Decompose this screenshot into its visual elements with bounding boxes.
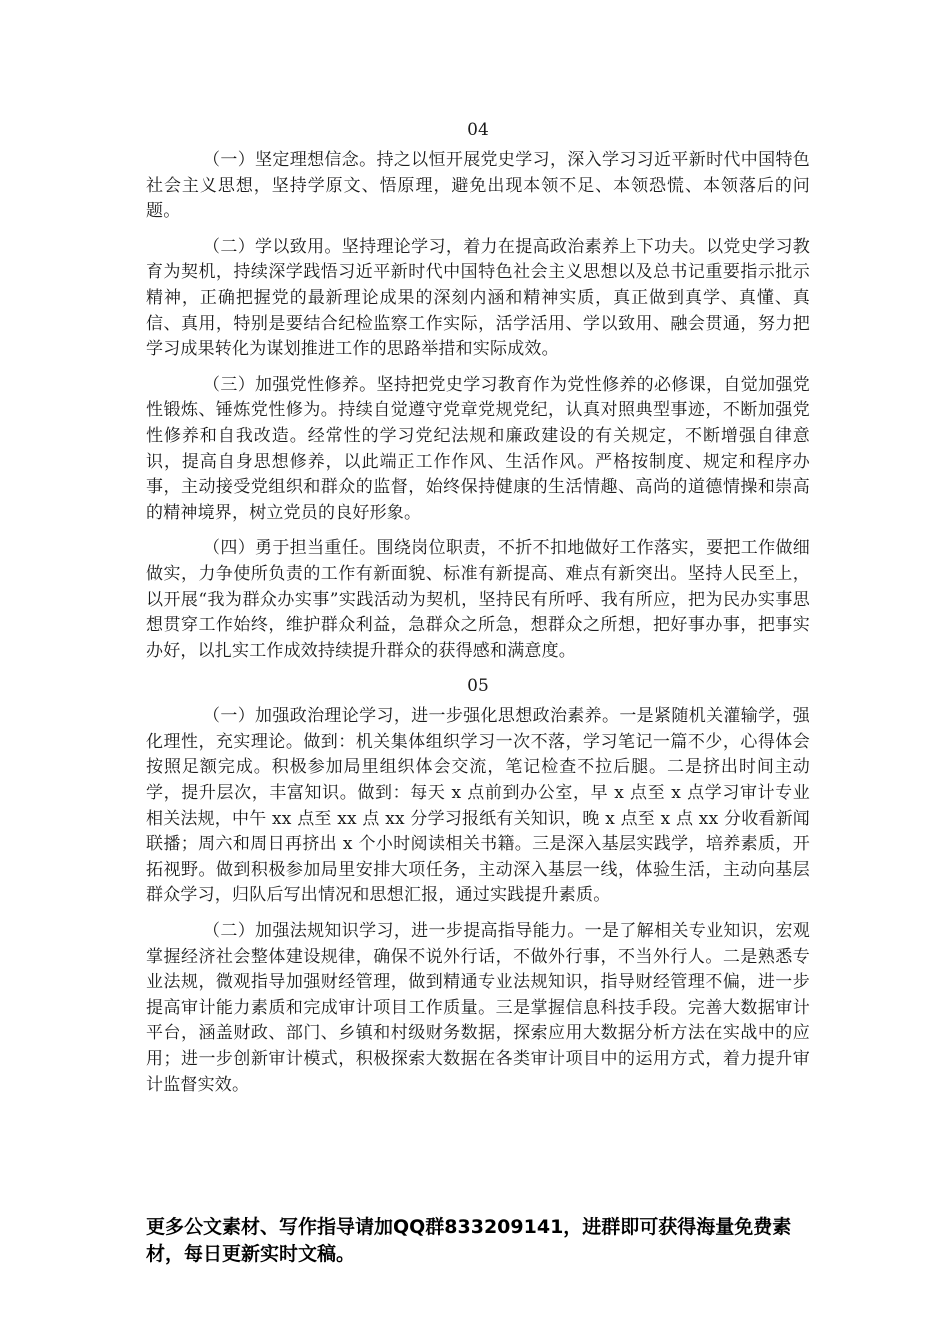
section-04: [146, 118, 810, 664]
document-body: [146, 118, 810, 1108]
paragraph: （四）勇于担当重任。围绕岗位职责，不折不扣地做好工作落实，要把工作做细做实，力争使所负责的工作有新面貌、标准有新提高、难点有新突出。坚持人民至上，以开展“我为群众办实事”实践活动为契机，坚持民有所呼、我有所应，把为民办实事思想贯穿工作始终，维护群众利益，急群众之所急，想群众之所想，把好事办事，把事实办好，以扎实工作成效持续提升群众的获得感和满意度。: [146, 538, 810, 661]
section-number: 04: [467, 120, 489, 140]
paragraph: （一）坚定理想信念。持之以恒开展党史学习，深入学习习近平新时代中国特色社会主义思想，坚持学原文、悟原理，避免出现本领不足、本领恐慌、本领落后的问题。: [146, 150, 810, 222]
paragraph: （二）学以致用。坚持理论学习，着力在提高政治素养上下功夫。以党史学习教育为契机，持续深学践悟习近平新时代中国特色社会主义思想以及总书记重要指示批示精神，正确把握党的最新理论成果的深刻内涵和精神实质，真正做到真学、真懂、真信、真用，特别是要结合纪检监察工作实际，活学活用、学以致用、融会贯通，努力把学习成果转化为谋划推进工作的思路举措和实际成效。: [146, 236, 810, 360]
promo-footer-note: 更多公文素材、写作指导请加QQ群833209141，进群即可获得海量免费素材，每日更新实时文稿。: [146, 1216, 792, 1265]
paragraph: （三）加强党性修养。坚持把党史学习教育作为党性修养的必修课，自觉加强党性锻炼、锤炼党性修为。持续自觉遵守党章党规党纪，认真对照典型事迹，不断加强党性修养和自我改造。经常性的学习党纪法规和廉政建设的有关规定，不断增强自律意识，提高自身思想修养，以此端正工作作风、生活作风。严格按制度、规定和程序办事，主动接受党组织和群众的监督，始终保持健康的生活情趣、高尚的道德情操和崇高的精神境界，树立党员的良好形象。: [146, 374, 810, 523]
section-05: [146, 674, 810, 1098]
paragraph: （二）加强法规知识学习，进一步提高指导能力。一是了解相关专业知识，宏观掌握经济社会整体建设规律，确保不说外行话，不做外行事，不当外行人。二是熟悉专业法规，微观指导加强财经管理，做到精通专业法规知识，指导财经管理不偏，进一步提高审计能力素质和完成审计项目工作质量。三是掌握信息科技手段。完善大数据审计平台，涵盖财政、部门、乡镇和村级财务数据，探索应用大数据分析方法在实战中的应用；进一步创新审计模式，积极探索大数据在各类审计项目中的运用方式，着力提升审计监督实效。: [146, 921, 810, 1095]
paragraph: （一）加强政治理论学习，进一步强化思想政治素养。一是紧随机关灌输学，强化理性，充实理论。做到：机关集体组织学习一次不落，学习笔记一篇不少，心得体会按照足额完成。积极参加局里组织体会交流，笔记检查不拉后腿。二是挤出时间主动学，提升层次，丰富知识。做到：每天 x 点前到办公室，早 x 点至 x 点学习审计专业相关法规，中午 xx 点至 xx 点 xx 分学习报纸有关知识，晚 x 点至 x 点 xx 分收看新闻联播；周六和周日再挤出 x 个小时阅读相关书籍。三是深入基层实践学，培养素质，开拓视野。做到积极参加局里安排大项任务，主动深入基层一线，体验生活，主动向基层群众学习，归队后写出情况和思想汇报，通过实践提升素质。: [146, 706, 810, 906]
section-number: 05: [467, 676, 489, 697]
